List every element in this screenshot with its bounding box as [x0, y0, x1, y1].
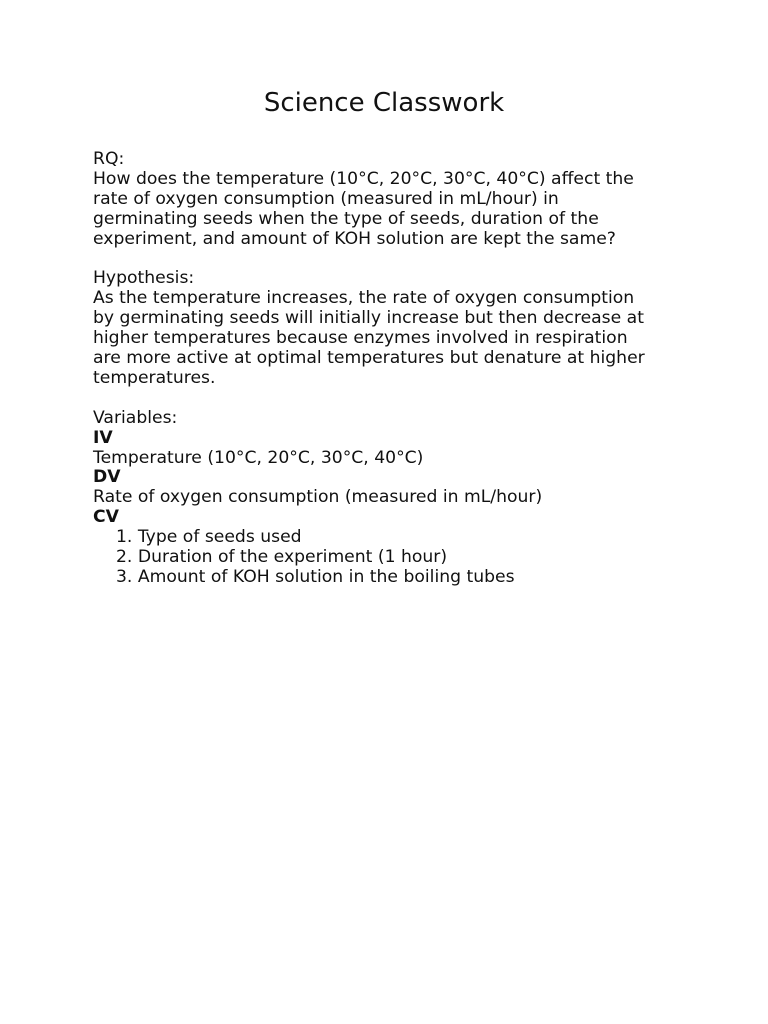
- dv-text: Rate of oxygen consumption (measured in mL/hour): [93, 487, 543, 508]
- hypothesis-text-line: are more active at optimal temperatures but denature at higher: [93, 348, 645, 369]
- variables-label: Variables:: [93, 407, 178, 428]
- rq-text-line: rate of oxygen consumption (measured in mL/hour) in: [93, 188, 559, 209]
- paragraph-spacer: [93, 389, 693, 409]
- cv-list: [93, 528, 693, 588]
- page-title: Science Classwork: [263, 88, 505, 118]
- iv-heading: IV: [93, 427, 113, 448]
- rq-text-line: germinating seeds when the type of seeds, duration of the: [93, 208, 599, 229]
- cv-list-item: 1. Type of seeds used: [116, 527, 302, 548]
- paragraph-spacer: [93, 250, 693, 270]
- hypothesis-text-line: As the temperature increases, the rate of oxygen consumption: [93, 288, 635, 309]
- hypothesis-text-line: temperatures.: [93, 367, 216, 388]
- rq-text-line: experiment, and amount of KOH solution are kept the same?: [93, 228, 616, 249]
- research-question-section: [93, 150, 693, 250]
- variables-section: [93, 409, 693, 588]
- hypothesis-label: Hypothesis:: [93, 268, 195, 289]
- cv-list-item: 3. Amount of KOH solution in the boiling tubes: [116, 567, 515, 587]
- hypothesis-text-line: by germinating seeds will initially increase but then decrease at: [93, 308, 644, 329]
- rq-label: RQ:: [93, 149, 125, 169]
- dv-heading: DV: [93, 467, 121, 488]
- cv-list-item: 2. Duration of the experiment (1 hour): [116, 547, 448, 568]
- hypothesis-section: [93, 269, 693, 388]
- rq-text-line: How does the temperature (10°C, 20°C, 30°C, 40°C) affect the: [93, 168, 634, 189]
- iv-text: Temperature (10°C, 20°C, 30°C, 40°C): [93, 447, 424, 468]
- hypothesis-text-line: higher temperatures because enzymes involved in respiration: [93, 328, 628, 349]
- document-body: [93, 150, 693, 588]
- cv-heading: CV: [93, 507, 119, 528]
